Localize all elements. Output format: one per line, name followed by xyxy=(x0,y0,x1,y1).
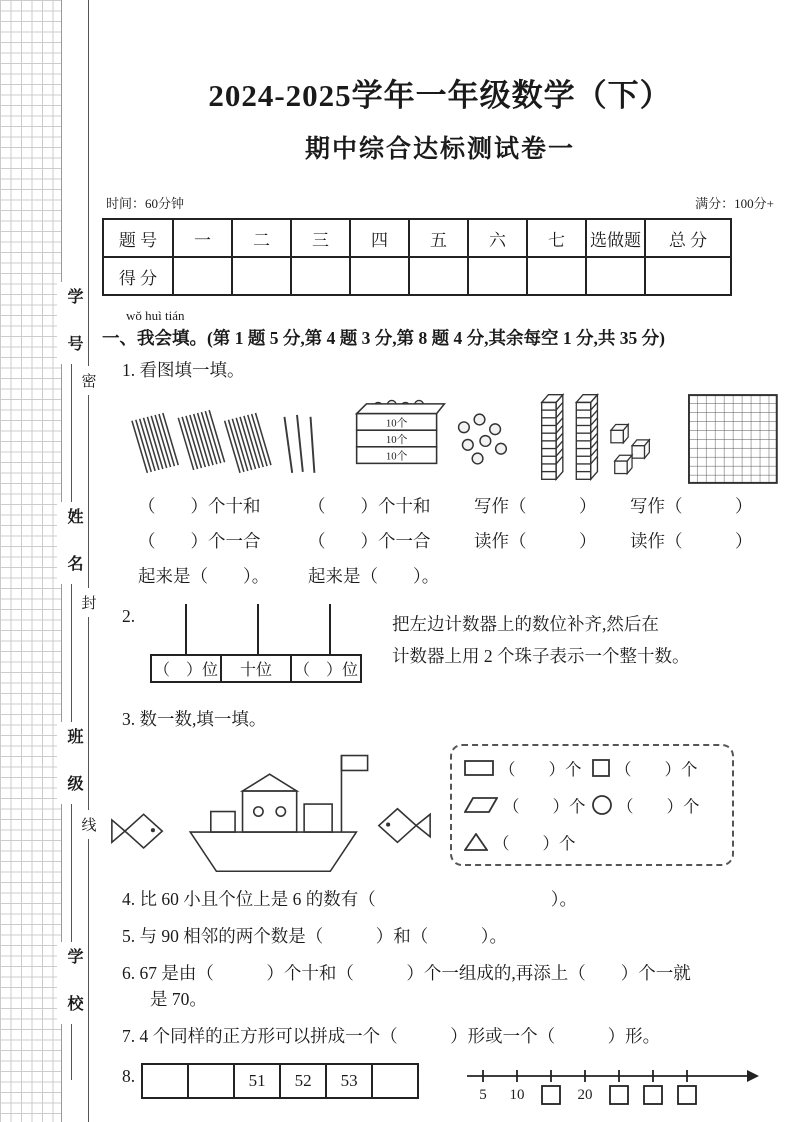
box-layer-label: 10个 xyxy=(385,450,408,463)
question-1-label: 1. 看图填一填。 xyxy=(122,360,245,380)
square-count-item xyxy=(592,756,720,780)
question-1-illustrations xyxy=(130,390,778,485)
sequence-cell: 51 xyxy=(234,1064,280,1098)
score-cell xyxy=(468,257,527,295)
q1-blank: 读作（ ） xyxy=(630,531,753,551)
q1-blank: 起来是（ ）。 xyxy=(138,566,270,586)
question-3-row xyxy=(106,735,778,875)
section-5-header: 五 xyxy=(409,219,468,257)
box-layer-label: 10个 xyxy=(385,433,408,446)
score-cell xyxy=(350,257,409,295)
score-cell xyxy=(232,257,291,295)
score-cell xyxy=(645,257,731,295)
score-table-score-row xyxy=(103,257,777,295)
paper-title: 2024-2025学年一年级数学（下） xyxy=(208,78,672,113)
circle-icon xyxy=(592,795,612,815)
place-value-diagram xyxy=(150,604,366,683)
question-2-text xyxy=(392,608,776,672)
hundred-grid-illustration xyxy=(688,393,778,485)
optional-question-header: 选做题 xyxy=(586,219,645,257)
parallelogram-count-item xyxy=(464,793,592,817)
section-one-heading: 一、我会填。(第 1 题 5 分,第 4 题 3 分,第 8 题 4 分,其余每空 1 分,共 35 分) xyxy=(102,328,665,348)
question-5-text: 5. 与 90 相邻的两个数是（ ）和（ ）。 xyxy=(122,926,507,946)
shape-count-blank: （ ）个 xyxy=(617,797,700,816)
score-cell xyxy=(527,257,586,295)
score-cell xyxy=(409,257,468,295)
counter-rod-lines xyxy=(150,604,366,654)
sequence-cell xyxy=(142,1064,188,1098)
q1-blank: （ ）个一合 xyxy=(138,531,261,551)
student-number-field: 学 号 xyxy=(57,282,85,364)
q1-blank: （ ）个十和 xyxy=(308,496,431,516)
seal-line xyxy=(88,0,89,1122)
place-value-cell: （ ）位 xyxy=(150,654,222,683)
pinyin-annotation: wǒ huì tián xyxy=(126,308,185,323)
question-6-line1: 6. 67 是由（ ）个十和（ ）个一组成的,再添上（ ）个一就 xyxy=(122,963,691,983)
box-layer-label: 10个 xyxy=(385,417,408,430)
score-cell xyxy=(586,257,645,295)
tick-label: 5 xyxy=(479,1087,487,1103)
score-row-label: 得 分 xyxy=(103,257,173,295)
sequence-cell: 52 xyxy=(280,1064,326,1098)
q1-blank: 起来是（ ）。 xyxy=(308,566,440,586)
shape-count-blank: （ ）个 xyxy=(503,797,586,816)
answer-boxes xyxy=(542,1086,696,1104)
question-4-text: 4. 比 60 小且个位上是 6 的数有（ ）。 xyxy=(122,889,577,909)
shape-count-blank: （ ）个 xyxy=(499,760,582,779)
shape-count-blank: （ ）个 xyxy=(615,760,698,779)
q1-blank: （ ）个十和 xyxy=(138,496,261,516)
shape-count-box xyxy=(450,744,734,866)
section-4-header: 四 xyxy=(350,219,409,257)
full-score-label: 满分：100分+ xyxy=(695,196,774,211)
total-score-header: 总 分 xyxy=(645,219,731,257)
q1-blank: 写作（ ） xyxy=(474,496,597,516)
student-name-field: 姓 名 xyxy=(57,502,85,584)
number-sequence-table xyxy=(141,1063,419,1099)
parallelogram-icon xyxy=(464,797,498,813)
score-cell xyxy=(173,257,232,295)
question-number-header: 题 号 xyxy=(103,219,173,257)
question-2-number: 2. xyxy=(122,606,136,626)
question-3-label: 3. 数一数,填一填。 xyxy=(122,709,267,729)
place-value-cell: （ ）位 xyxy=(290,654,362,683)
arrow-head-icon xyxy=(747,1070,759,1082)
seal-char-mi: 密 xyxy=(80,366,98,395)
grid-paper-margin xyxy=(0,0,62,1122)
triangle-count-item xyxy=(464,830,592,854)
seal-char-xian: 线 xyxy=(80,810,98,839)
section-1-header: 一 xyxy=(173,219,232,257)
school-field: 学 校 xyxy=(57,942,85,1024)
seal-char-feng: 封 xyxy=(80,588,98,617)
tick-label: 20 xyxy=(577,1087,593,1103)
score-table xyxy=(102,218,778,296)
rectangle-icon xyxy=(464,760,494,776)
boat-and-fish-illustration xyxy=(106,735,436,875)
q1-blank: （ ）个一合 xyxy=(308,531,431,551)
main-content xyxy=(102,0,778,1118)
section-2-header: 二 xyxy=(232,219,291,257)
circle-count-item xyxy=(592,793,720,817)
q2-text-line1: 把左边计数器上的数位补齐,然后在 xyxy=(392,614,659,634)
question-1-blanks xyxy=(138,489,778,594)
q2-text-line2: 计数器上用 2 个珠子表示一个整十数。 xyxy=(392,646,690,666)
ten-box-and-balls-illustration xyxy=(343,393,514,485)
cube-stacks-illustration xyxy=(534,390,669,485)
section-3-header: 三 xyxy=(291,219,350,257)
sequence-cell xyxy=(372,1064,418,1098)
number-line xyxy=(465,1063,760,1118)
class-field: 班 级 xyxy=(57,722,85,804)
score-table-header-row xyxy=(103,219,777,257)
sequence-cell: 53 xyxy=(326,1064,372,1098)
time-limit-label: 时间：60分钟 xyxy=(106,196,185,211)
loose-balls xyxy=(459,414,507,464)
question-6-line2: 是 70。 xyxy=(150,989,207,1009)
section-6-header: 六 xyxy=(468,219,527,257)
square-icon xyxy=(592,759,610,777)
triangle-icon xyxy=(464,833,488,851)
section-7-header: 七 xyxy=(527,219,586,257)
q1-blank: 读作（ ） xyxy=(474,531,597,551)
sequence-cell xyxy=(188,1064,234,1098)
shape-count-blank: （ ）个 xyxy=(493,834,576,853)
q1-blank: 写作（ ） xyxy=(630,496,753,516)
question-7-text: 7. 4 个同样的正方形可以拼成一个（ ）形或一个（ ）形。 xyxy=(122,1026,661,1046)
stick-bundles-illustration xyxy=(130,397,323,485)
meta-row xyxy=(102,193,778,212)
score-cell xyxy=(291,257,350,295)
question-8-number: 8. xyxy=(122,1066,136,1086)
question-8 xyxy=(122,1061,778,1118)
place-value-table xyxy=(150,654,366,683)
place-value-cell: 十位 xyxy=(220,654,292,683)
question-2 xyxy=(102,604,778,700)
paper-subtitle: 期中综合达标测试卷一 xyxy=(304,136,575,163)
tick-label: 10 xyxy=(509,1087,525,1103)
rectangle-count-item xyxy=(464,756,592,780)
